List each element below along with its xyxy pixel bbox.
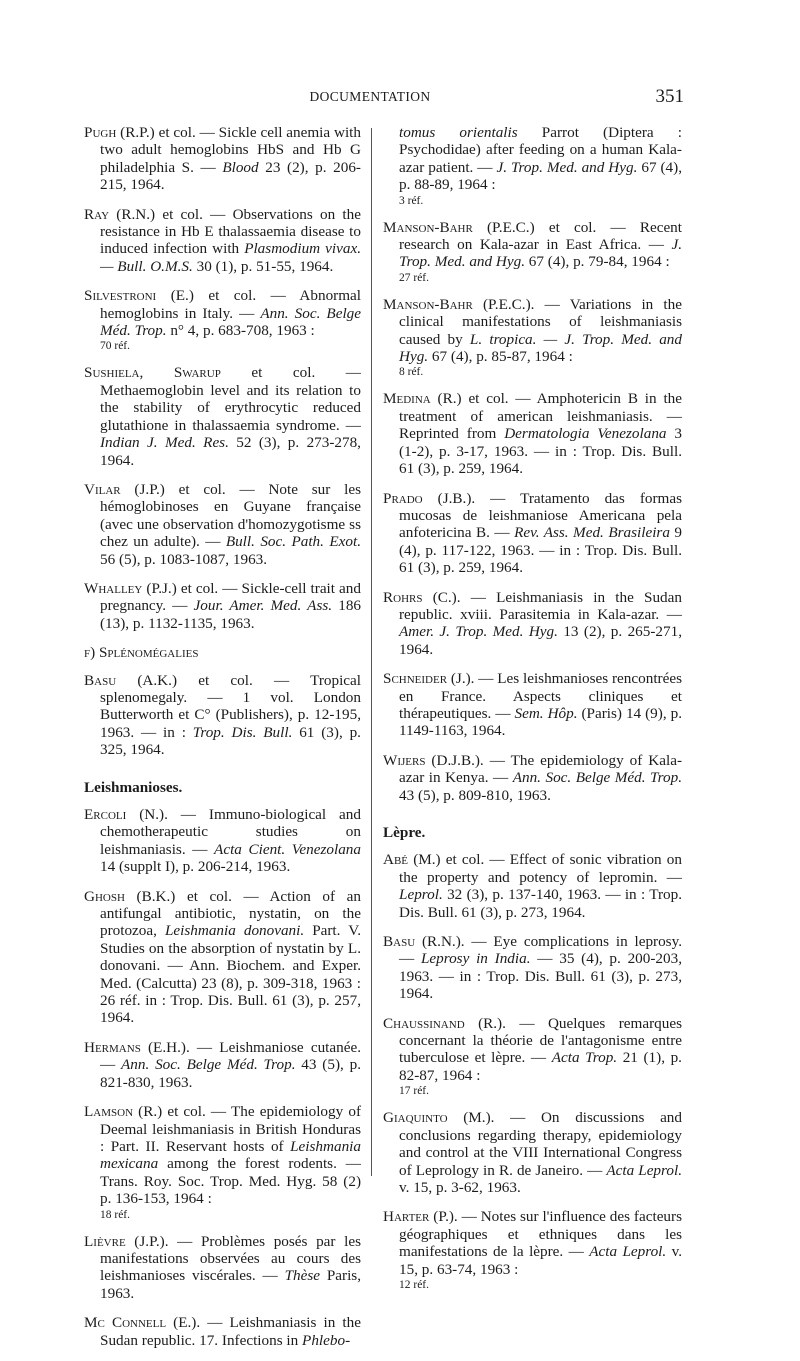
entry-author: Rohrs	[383, 588, 423, 606]
left-entries-b	[84, 672, 361, 759]
entry-author: Basu	[383, 933, 416, 951]
entry-text: (C.). — Leishmaniasis in the Sudan republic. xviii. Parasitemia in Kala-azar. —	[399, 588, 682, 623]
subsection-splenomegalies	[84, 644, 361, 661]
entry-tail: 13 (2), p. 265-271, 1964.	[399, 623, 682, 658]
page-header	[0, 86, 800, 111]
entry-journal: Sem. Hôp.	[514, 704, 578, 722]
entry-author: Wijers	[383, 751, 426, 769]
entry-author: Medina	[383, 390, 431, 408]
entry-tail: Paris, 1963.	[100, 1267, 361, 1302]
entry-tail: 67 (4), p. 88-89, 1964 :	[399, 158, 683, 194]
entry-author: Mc Connell	[84, 1314, 167, 1332]
entry-journal: L. tropica. — J. Trop. Med. and Hyg.	[399, 330, 682, 366]
bibliography-entry	[84, 580, 361, 632]
entry-body	[84, 124, 361, 194]
bibliography-entry	[383, 1208, 682, 1291]
entry-text: (R.N.). — Eye complications in leprosy. —	[399, 933, 682, 968]
entry-ref-count: 17 réf.	[399, 1085, 430, 1098]
entry-text: (B.K.) et col. — Action of an antifungal antibiotic, nystatin, on the protozoa,	[100, 887, 361, 940]
entry-text: (E.). — Leishmaniasis in the Sudan republic. 17. Infections in	[100, 1314, 361, 1349]
bibliography-entry	[383, 296, 682, 379]
entry-journal: J. Trop. Med. and Hyg.	[399, 236, 682, 271]
bibliography-entry	[383, 851, 682, 921]
entry-body	[84, 672, 361, 759]
entry-text: (E.H.). — Leishmaniose cutanée. —	[100, 1038, 361, 1074]
entry-ref-count: 12 réf.	[399, 1278, 430, 1291]
entry-journal: Amer. J. Trop. Med. Hyg.	[399, 623, 558, 641]
entry-journal: Ann. Soc. Belge Méd. Trop.	[121, 1056, 296, 1074]
entry-text: (J.P.). — Problèmes posés par les manifestations observées au cours des leishmanioses viscérales. —	[100, 1232, 361, 1285]
entry-tail: 67 (4), p. 79-84, 1964 :	[525, 253, 670, 271]
entry-text: (D.J.B.). — The epidemiology of Kala-azar in Kenya. —	[399, 751, 682, 787]
left-entries-c	[84, 806, 361, 1349]
entry-journal: Indian J. Med. Res.	[100, 434, 229, 452]
entry-text: (R.). — Quelques remarques concernant la théorie de l'antagonisme entre tuberculose et lèpre. —	[399, 1014, 682, 1067]
left-column	[84, 124, 361, 1361]
entry-ref-count: 70 réf.	[100, 340, 131, 353]
entry-body	[84, 806, 361, 876]
bibliography-entry	[383, 219, 682, 284]
bibliography-entry	[84, 206, 361, 276]
entry-text: (P.E.C.) et col. — Recent research on Kala-azar in East Africa. —	[399, 218, 682, 254]
entry-tail: 32 (3), p. 137-140, 1963. — in : Trop. Dis. Bull. 61 (3), p. 273, 1964.	[399, 886, 682, 921]
entry-body	[84, 1314, 361, 1349]
entry-body	[84, 1103, 361, 1207]
entry-tail: 3 (1-2), p. 3-17, 1963. — in : Trop. Dis. Bull. 61 (3), p. 259, 1964.	[399, 425, 683, 478]
entry-body	[84, 287, 361, 339]
entry-ref-count: 3 réf.	[399, 194, 424, 207]
column-divider	[371, 128, 372, 1176]
entry-text: (E.) et col. — Abnormal hemoglobins in Italy. —	[100, 287, 361, 322]
entry-text: (R.P.) et col. — Sickle cell anemia with two adult hemoglobins HbS and Hb G philadelphia S. —	[100, 124, 361, 176]
bibliography-entry	[84, 1314, 361, 1349]
entry-tail: 23 (2), p. 206-215, 1964.	[100, 158, 361, 194]
entry-author: Hermans	[84, 1038, 141, 1056]
entry-author: Silvestroni	[84, 287, 157, 305]
entry-text: (M.). — On discussions and conclusions regarding therapy, epidemiology and control at the VIII International Congress of Leprology in R. de Janeiro. —	[399, 1109, 682, 1179]
entry-body	[84, 580, 361, 632]
entry-text: (A.K.) et col. — Tropical splenomegaly. — 1 vol. London Butterworth et C° (Publishers), p. 12-195, 1963. — in :	[100, 671, 361, 741]
entry-text: (R.) et col. — Amphotericin B in the treatment of american leishmaniasis. — Reprinted from	[399, 390, 682, 443]
entry-body	[383, 490, 682, 577]
subsection-title: f) Splénomégalies	[84, 644, 199, 662]
entry-body	[383, 851, 682, 921]
continued-entry	[383, 124, 682, 207]
entry-body	[84, 1039, 361, 1091]
bibliography-entry	[383, 589, 682, 659]
entry-tail: 56 (5), p. 1083-1087, 1963.	[100, 550, 268, 568]
entry-author: Prado	[383, 489, 423, 507]
entry-author: Pugh	[84, 124, 117, 141]
entry-body	[383, 933, 682, 1003]
bibliography-entry	[383, 390, 682, 477]
entry-author: Giaquinto	[383, 1109, 448, 1127]
entry-author: Ray	[84, 205, 110, 223]
entry-tail: v. 15, p. 3-62, 1963.	[399, 1178, 521, 1196]
entry-journal: Thèse	[284, 1267, 320, 1285]
bibliography-entry	[84, 672, 361, 759]
entry-text: (M.) et col. — Effect of sonic vibration on the property and potency of lepromin. —	[399, 851, 682, 886]
entry-body	[383, 390, 682, 477]
bibliography-entry	[383, 670, 682, 740]
entry-tail: 61 (3), p. 325, 1964.	[100, 723, 361, 759]
entry-body	[383, 296, 682, 366]
bibliography-entry	[84, 1233, 361, 1303]
entry-tail: v. 15, p. 63-74, 1963 :	[399, 1243, 682, 1278]
entry-tail: 30 (1), p. 51-55, 1964.	[192, 257, 334, 275]
entry-journal: Dermatologia Venezolana	[504, 425, 667, 443]
bibliography-entry	[383, 1015, 682, 1098]
bibliography-entry	[84, 806, 361, 876]
entry-author: Lièvre	[84, 1232, 126, 1250]
entry-body	[383, 589, 682, 659]
bibliography-entry	[84, 888, 361, 1027]
entry-body	[84, 481, 361, 568]
entry-body	[84, 206, 361, 276]
entry-body	[383, 1015, 682, 1085]
entry-journal: Acta Cient. Venezolana	[214, 840, 361, 858]
entry-body	[383, 219, 682, 271]
entry-journal: Leishmania donovani.	[164, 922, 305, 940]
bibliography-entry	[383, 752, 682, 804]
entry-journal: Plasmodium vivax. — Bull. O.M.S.	[100, 240, 361, 275]
entry-body	[84, 888, 361, 1027]
right-entries-a	[383, 219, 682, 804]
entry-author: Harter	[383, 1208, 430, 1226]
entry-body	[383, 670, 682, 740]
entry-tail: 14 (supplt I), p. 206-214, 1963.	[100, 858, 291, 876]
entry-text: (J.B.). — Tratamento das formas mucosas de leishmaniose Americana pela anfotericina B. —	[399, 489, 682, 542]
entry-body	[383, 1109, 682, 1196]
entry-journal: Bull. Soc. Path. Exot.	[225, 533, 361, 551]
entry-author: Ercoli	[84, 806, 127, 823]
entry-text: (P.E.C.). — Variations in the clinical manifestations of leishmaniasis caused by	[399, 295, 682, 348]
entry-author: Whalley	[84, 579, 143, 597]
entry-author: Basu	[84, 671, 117, 689]
entry-tail: — 35 (4), p. 200-203, 1963. — in : Trop. Dis. Bull. 61 (3), p. 273, 1964.	[399, 950, 682, 1003]
entry-journal: Acta Trop.	[551, 1049, 618, 1067]
entry-text: (R.) et col. — The epidemiology of Deemal leishmaniasis in British Honduras : Part. II. Reservant hosts of	[100, 1103, 361, 1155]
entry-author: Ghosh	[84, 887, 125, 905]
bibliography-entry	[84, 287, 361, 352]
bibliography-entry	[383, 490, 682, 577]
entry-body	[383, 1208, 682, 1278]
entry-ref-count: 8 réf.	[399, 366, 424, 379]
entry-tail: 21 (1), p. 82-87, 1964 :	[399, 1049, 682, 1084]
entry-journal: Ann. Soc. Belge Méd. Trop.	[512, 769, 682, 787]
bibliography-entry	[84, 124, 361, 194]
entry-tail: 9 (4), p. 117-122, 1963. — in : Trop. Dis. Bull. 61 (3), p. 259, 1964.	[399, 524, 682, 577]
entry-tail: 43 (5), p. 821-830, 1963.	[100, 1056, 361, 1091]
section-heading-leishmanioses: Leishmanioses.	[84, 778, 183, 796]
right-entries-b	[383, 851, 682, 1291]
bibliography-entry	[84, 1039, 361, 1091]
entry-journal: Phlebo-	[302, 1331, 351, 1349]
bibliography-entry	[383, 1109, 682, 1196]
left-entries-a	[84, 124, 361, 632]
entry-tail: 43 (5), p. 809-810, 1963.	[399, 786, 551, 804]
bibliography-entry	[84, 1103, 361, 1220]
entry-tail: (Paris) 14 (9), p. 1149-1163, 1964.	[399, 704, 682, 740]
entry-tail: n° 4, p. 683-708, 1963 :	[166, 322, 315, 340]
entry-tail: 186 (13), p. 1132-1135, 1963.	[100, 597, 362, 632]
entry-journal: J. Trop. Med. and Hyg.	[496, 158, 638, 176]
bibliography-entry	[383, 933, 682, 1003]
entry-journal: Leprosy in India.	[420, 950, 531, 968]
entry-tail: among the forest rodents. — Trans. Roy. Soc. Trop. Med. Hyg. 58 (2) p. 136-153, 1964 :	[100, 1155, 361, 1208]
entry-text: et col. — Methaemoglobin level and its relation to the stability of erythrocytic reduced glutathione in thalassaemia syndrome. —	[100, 364, 361, 434]
running-title: DOCUMENTATION	[309, 89, 431, 104]
entry-journal: Acta Leprol.	[606, 1161, 682, 1179]
entry-author: Abé	[383, 851, 409, 869]
entry-text: (N.). — Immuno-biological and chemotherapeutic studies on leishmaniasis. —	[100, 806, 361, 858]
entry-ref-count: 18 réf.	[100, 1208, 131, 1221]
entry-text: (J.). — Les leishmanioses rencontrées en France. Aspects cliniques et thérapeutiques. —	[399, 670, 682, 722]
bibliography-entry	[84, 364, 361, 468]
entry-author: Schneider	[383, 670, 448, 688]
entry-text: (R.N.) et col. — Observations on the resistance in Hb E thalassaemia disease to induced infection with	[100, 205, 361, 258]
entry-text: (J.P.) et col. — Note sur les hémoglobinoses en Guyane française (avec une observation d'homozygotisme ss chez un adulte). —	[100, 480, 361, 551]
bibliography-entry	[84, 481, 361, 568]
entry-journal: tomus orientalis	[399, 124, 518, 141]
entry-text: (P.). — Notes sur l'influence des facteurs géographiques et ethniques dans les manifestations de la lèpre. —	[399, 1208, 682, 1261]
entry-body	[383, 752, 682, 804]
entry-journal: Trop. Dis. Bull.	[192, 723, 293, 741]
entry-ref-count: 27 réf.	[399, 271, 430, 284]
entry-author: Manson-Bahr	[383, 295, 473, 313]
entry-author: Chaussinand	[383, 1014, 465, 1032]
entry-journal: Leishmania mexicana	[100, 1137, 361, 1173]
section-heading-lepre: Lèpre.	[383, 824, 426, 841]
right-column	[383, 124, 682, 1303]
entry-journal: Ann. Soc. Belge Méd. Trop.	[100, 304, 361, 340]
entry-tail: 67 (4), p. 85-87, 1964 :	[428, 348, 573, 366]
entry-journal: Jour. Amer. Med. Ass.	[193, 597, 333, 615]
page-number: 351	[655, 86, 684, 107]
entry-tail: 52 (3), p. 273-278, 1964.	[100, 434, 361, 469]
entry-journal: Leprol.	[399, 886, 443, 904]
entry-text: Parrot (Diptera : Psychodidae) after feeding on a human Kala-azar patient. —	[399, 124, 682, 176]
entry-tail: Part. V. Studies on the absorption of nystatin by L. donovani. — Ann. Biochem. and Exper. Med. (Calcutta) 23 (8), p. 309-318, 1963 : 26 réf. in : Trop. Dis. Bull. 61 (3), p. 257, 1964.	[100, 922, 361, 1027]
entry-body	[84, 1233, 361, 1303]
entry-body	[84, 364, 361, 468]
entry-author: Sushiela, Swarup	[84, 364, 221, 382]
entry-text: (P.J.) et col. — Sickle-cell trait and pregnancy. —	[100, 579, 361, 615]
entry-journal: Acta Leprol.	[589, 1243, 667, 1261]
entry-author: Manson-Bahr	[383, 218, 473, 236]
entry-journal: Blood	[222, 158, 259, 176]
entry-journal: Rev. Ass. Med. Brasileira	[514, 524, 670, 542]
entry-author: Vilar	[84, 480, 121, 498]
entry-author: Lamson	[84, 1103, 134, 1121]
